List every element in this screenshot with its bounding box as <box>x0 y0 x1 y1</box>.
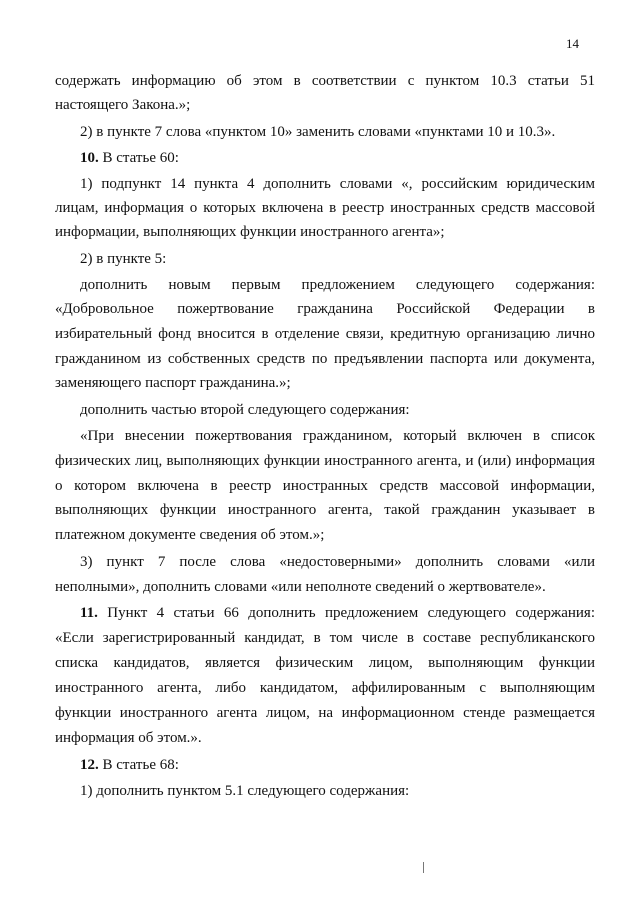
text-line <box>55 199 595 217</box>
text-line <box>80 553 595 571</box>
text-line <box>55 96 595 114</box>
text-line <box>55 679 595 697</box>
text-line <box>80 149 595 167</box>
text-line <box>55 526 595 544</box>
text-line <box>55 452 595 470</box>
line-text: 2) в пункте 5: <box>80 251 167 267</box>
line-text: о котором включена в реестр иностранных средств массовой информации, <box>55 478 595 494</box>
text-line <box>55 704 595 722</box>
line-text: «Если зарегистрированный кандидат, в том числе в составе республиканского <box>55 630 595 646</box>
text-line <box>80 604 595 622</box>
line-text: 1) подпункт 14 пункта 4 дополнить словами «, российским юридическим <box>80 176 595 192</box>
text-line <box>55 300 595 318</box>
text-line <box>80 427 595 445</box>
line-text: дополнить новым первым предложением следующего содержания: <box>80 277 595 293</box>
text-line <box>80 276 595 294</box>
text-line <box>55 374 595 392</box>
line-text: В статье 60: <box>98 150 179 166</box>
text-line <box>55 477 595 495</box>
text-line <box>80 401 595 419</box>
text-line <box>80 756 595 774</box>
text-line <box>80 123 595 141</box>
scan-mark <box>423 862 424 873</box>
line-text: «При внесении пожертвования гражданином, который включен в список <box>80 428 595 444</box>
line-text: лицам, информация о которых включена в реестр иностранных средств массовой <box>55 200 595 216</box>
section-number: 10. <box>80 150 99 166</box>
line-text: дополнить частью второй следующего содержания: <box>80 402 410 418</box>
text-line <box>55 223 595 241</box>
line-text: Пункт 4 статьи 66 дополнить предложением следующего содержания: <box>97 605 595 621</box>
section-number: 12. <box>80 757 99 773</box>
text-line <box>55 629 595 647</box>
text-line <box>55 654 595 672</box>
text-line <box>55 325 595 343</box>
line-text: выполняющих функции иностранного агента, такой гражданин указывает в <box>55 502 595 518</box>
text-line <box>80 175 595 193</box>
line-text: 2) в пункте 7 слова «пунктом 10» заменить словами «пунктами 10 и 10.3». <box>80 124 556 140</box>
line-text: физических лиц, выполняющих функции иностранного агента, и (или) информация <box>55 453 595 469</box>
text-line <box>55 729 595 747</box>
text-line <box>55 578 595 596</box>
section-number: 11. <box>80 605 98 621</box>
line-text: избирательный фонд вносится в отделение связи, кредитную организацию лично <box>55 326 595 342</box>
text-line <box>55 72 595 90</box>
text-line <box>55 501 595 519</box>
text-line <box>55 350 595 368</box>
line-text: содержать информацию об этом в соответствии с пунктом 10.3 статьи 51 <box>55 73 595 89</box>
line-text: информация об этом.». <box>55 730 202 746</box>
line-text: гражданином из собственных средств по предъявлении паспорта или документа, <box>55 351 595 367</box>
line-text: платежном документе сведения об этом.»; <box>55 527 325 543</box>
line-text: иностранного агента, либо кандидатом, аффилированным с выполняющим <box>55 680 595 696</box>
line-text: заменяющего паспорт гражданина.»; <box>55 375 291 391</box>
line-text: неполными», дополнить словами «или неполноте сведений о жертвователе». <box>55 579 546 595</box>
page-number: 14 <box>566 36 579 51</box>
line-text: «Добровольное пожертвование гражданина Российской Федерации в <box>55 301 595 317</box>
line-text: 1) дополнить пунктом 5.1 следующего содержания: <box>80 783 410 799</box>
line-text: 3) пункт 7 после слова «недостоверными» дополнить словами «или <box>80 554 595 570</box>
text-line <box>80 250 595 268</box>
line-text: функции иностранного агента лицом, на информационном стенде размещается <box>55 705 595 721</box>
line-text: списка кандидатов, является физическим лицом, выполняющим функции <box>55 655 595 671</box>
line-text: настоящего Закона.»; <box>55 97 191 113</box>
line-text: В статье 68: <box>98 757 179 773</box>
text-line <box>80 782 595 800</box>
line-text: информации, выполняющих функции иностранного агента»; <box>55 224 445 240</box>
